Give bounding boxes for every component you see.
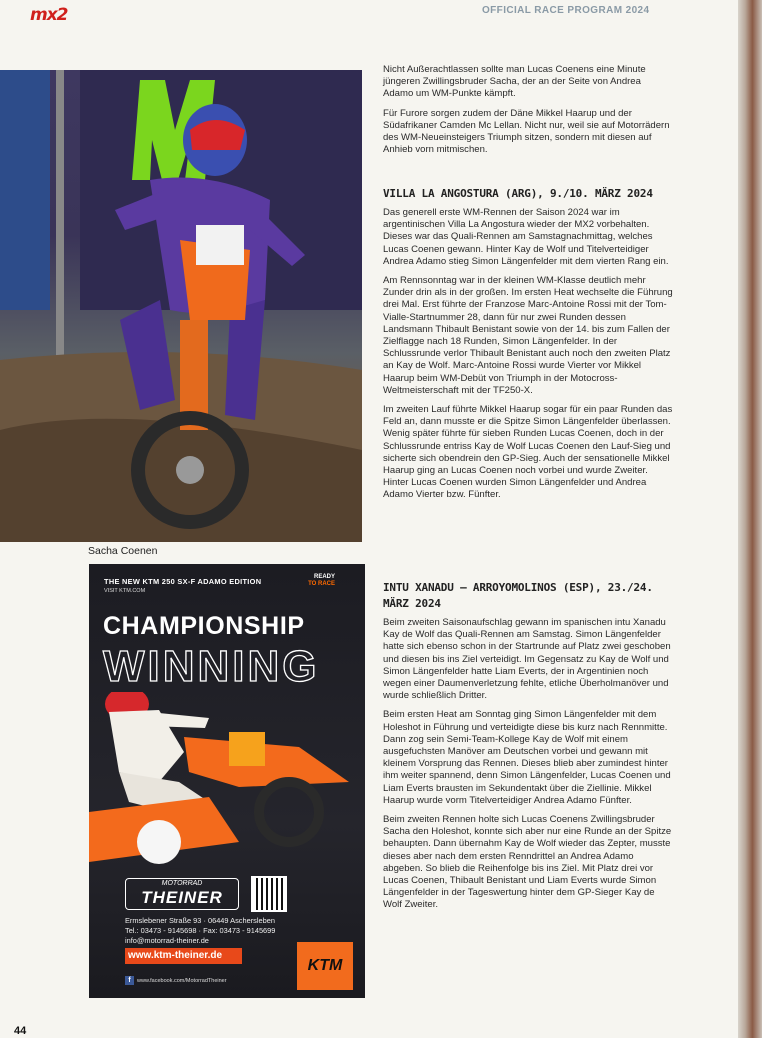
photo-caption: Sacha Coenen — [88, 545, 158, 557]
blue-panel — [0, 70, 50, 310]
ad-number-plate — [229, 732, 265, 766]
section-heading: VILLA LA ANGOSTURA (ARG), 9./10. MÄRZ 2024 — [383, 187, 653, 200]
article-paragraph: Beim zweiten Saisonaufschlag gewann im spanischen intu Xanadu Kay de Wolf das Quali-Rennen am Samstag. Simon Längenfelder hatte sich ebenso schon in der Startrunde auf Platz zwei geschoben und diesen bis ins Ziel verteidigt. Im Gegensatz zu Kay de Wolf und Simon Längenfelder hatte Liam Everts, der in Argentinien noch wegen einer Daumenverletzung fehlte, etliche Überholmanöver und wurde schließlich Dritter. — [383, 617, 671, 702]
section-intu-xanadu — [383, 580, 673, 919]
ad-headline-championship: CHAMPIONSHIP — [103, 612, 305, 640]
dealer-logo: MOTORRAD THEINER — [125, 878, 239, 910]
ktm-advertisement[interactable] — [89, 564, 365, 998]
ad-bike-body — [184, 737, 349, 787]
pole — [56, 70, 64, 370]
facebook-icon: f — [125, 976, 134, 985]
page-number: 44 — [14, 1025, 27, 1037]
header-title: OFFICIAL RACE PROGRAM 2024 — [482, 5, 650, 16]
ad-edition: THE NEW KTM 250 SX-F ADAMO EDITION — [104, 577, 262, 586]
dealer-website-link[interactable]: www.ktm-theiner.de — [125, 948, 242, 964]
ktm-logo: KTM — [297, 942, 353, 990]
ad-rider-illustration — [89, 692, 365, 872]
article-paragraph: Das generell erste WM-Rennen der Saison 2024 war im argentinischen Villa La Angostura wieder der MX2 vorbehalten. Dieses war das Quali-Rennen am Samstagnachmittag, welches Lucas Coenen gewann. Hinter Kay de Wolf und Titelverteidiger Andrea Adamo stieg Simon Längenfelder mit dem vierten Rang ein. — [383, 207, 669, 267]
mx2-logo: mx2 — [30, 5, 68, 25]
ready-to-race-badge: READY TO RACE — [308, 574, 335, 587]
facebook-link[interactable]: f www.facebook.com/MotorradTheiner — [125, 976, 227, 985]
article-paragraph: Für Furore sorgen zudem der Däne Mikkel Haarup und der Südafrikaner Camden Mc Lellan. Nicht nur, weil sie auf Motorrädern des WM-Neueinsteigers Triumph sitzen, sondern mit diesen auf Anhieb vorn mitmischen. — [383, 107, 670, 156]
article-paragraph: Im zweiten Lauf führte Mikkel Haarup sogar für ein paar Runden das Feld an, dann musste er die Spitze Simon Längenfelder überlassen. Wenig später führte für sieben Runden Lucas Coenen, doch in der Schlussrunde entriss Kay de Wolf Lucas Coenen den Lauf-Sieg und sicherte sich obendrein den GP-Sieg. Auch der sensationelle Mikkel Haarup ging an Lucas Coenen noch vorbei und wurde Zweiter. Hinter Lucas Coenen wurden Simon Längenfelder und Andrea Adamo Vierter bzw. Fünfter. — [383, 404, 673, 501]
dealer-address: Ermslebener Straße 93 · 06449 Aschersleben Tel.: 03473 - 9145698 · Fax: 03473 - 9145699 info@motorrad-theiner.de — [125, 916, 276, 945]
ad-headline-winning: WINNING — [103, 642, 320, 691]
article-paragraph: Beim ersten Heat am Sonntag ging Simon Längenfelder mit dem Holeshot in Führung und verteidigte diese bis kurz nach Rennmitte. Dann zog sein Semi-Team-Kollege Kay de Wolf mit einem ausgefuchsten Manöver am Deutschen vorbei und gewann mit kleinem Vorsprung das Rennen. Dieses blieb aber zumindest hinter ihm weiter spannend, denn Simon Längenfelder, Lucas Coenen und Liam Everts brausten im Sekundentakt über die Ziellinie. Mikkel Haarup wurde vorm Titelverteidiger Andrea Adamo Fünfter. — [383, 709, 671, 806]
rider-photo — [0, 70, 362, 542]
section-heading: INTU XANADU – ARROYOMOLINOS (ESP), 23./24. MÄRZ 2024 — [383, 581, 653, 610]
ad-visit: VISIT KTM.COM — [104, 588, 146, 594]
ad-wheel-icon — [259, 782, 319, 842]
section-villa-la-angostura — [383, 186, 673, 509]
article-paragraph: Beim zweiten Rennen holte sich Lucas Coenens Zwillingsbruder Sacha den Holeshot, konnte sich aber nur eine Runde an der Spitze behaupten. Dann übernahm Kay de Wolf wieder das Zepter, musste dieses aber nach dem ersten Renndrittel an Andrea Adamo abgeben. So blieb die Reihenfolge bis ins Ziel. Mit Platz drei vor Lucas Coenen, Thibault Benistant und Liam Everts wurde Simon Längenfelder in der Tageswertung hinter dem GP-Sieger Kay de Wolf Zweiter. — [383, 814, 672, 911]
article-paragraph: Am Rennsonntag war in der kleinen WM-Klasse deutlich mehr Zunder drin als in der großen. Im ersten Heat wechselte die Führung drei Mal. Erst führte der Franzose Marc-Antoine Rossi mit der Tom-Vialle-Startnummer 28, dann für nur zwei Runden dessen Landsmann Thibault Benistant sowie von der 14. bis zum Fallen der Zielflagge nach 18 Runden, Simon Längenfelder. In der Schlussrunde verlor Thibault Benistant auch noch den zweiten Platz an Kay de Wolf. Marc-Antoine Rossi wurde Vierter vor Mikkel Haarup beim WM-Debüt von Triumph in der Motocross-Weltmeisterschaft mit der TF250-X. — [383, 275, 673, 396]
rider-photo-illustration — [0, 70, 362, 542]
qr-code-icon — [251, 876, 287, 912]
page-edge — [738, 0, 762, 1038]
article-intro — [383, 64, 673, 163]
number-plate — [196, 225, 244, 265]
article-paragraph: Nicht Außerachtlassen sollte man Lucas Coenens eine Minute jüngeren Zwillingsbruder Sacha, der an der Seite von Andrea Adamo um WM-Punkte kämpft. — [383, 64, 646, 100]
